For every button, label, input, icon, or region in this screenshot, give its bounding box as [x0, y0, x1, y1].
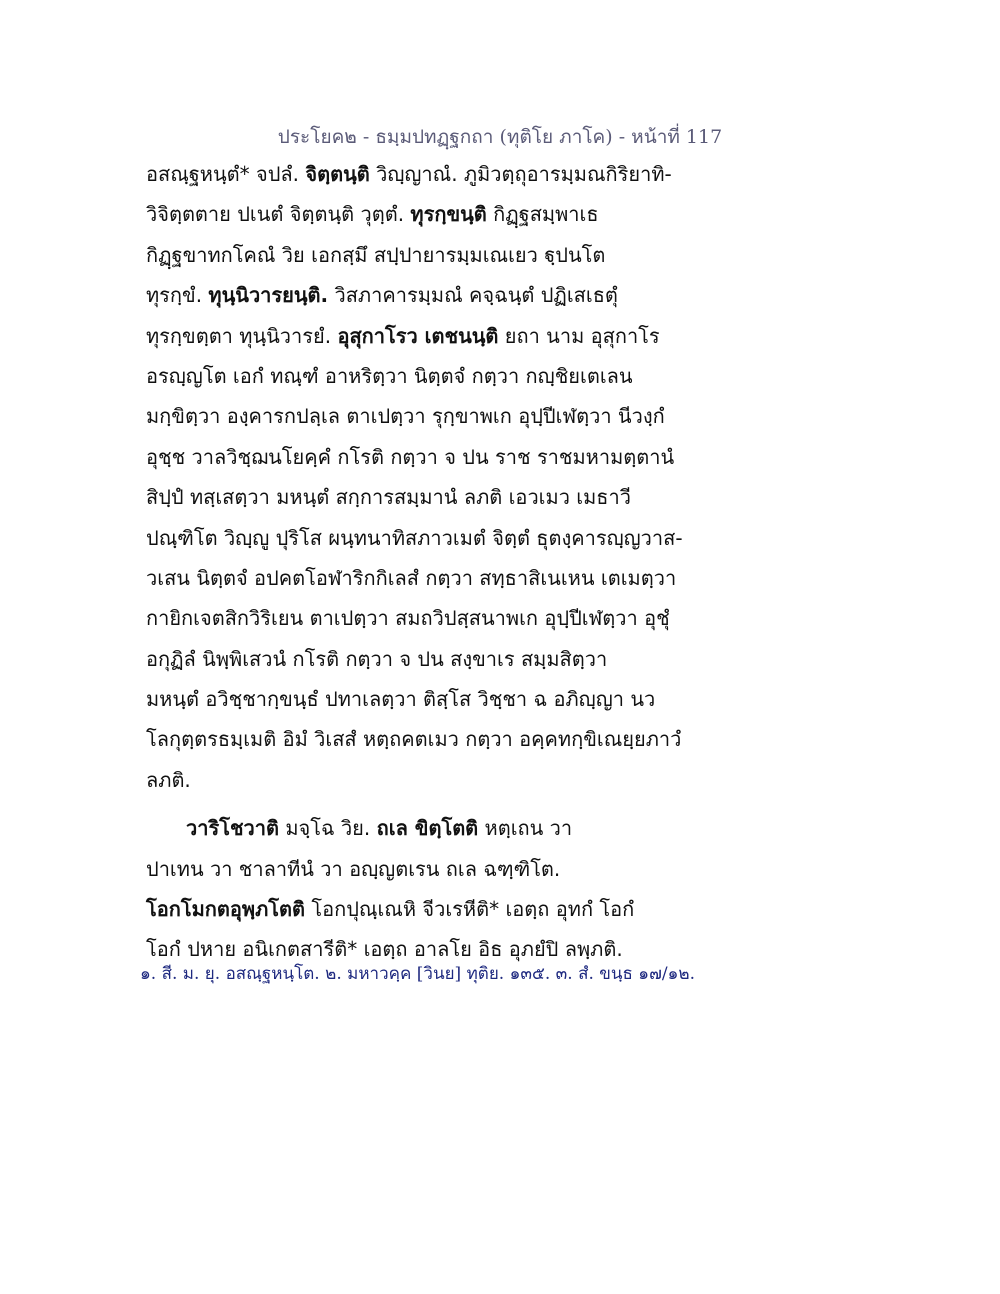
text-line	[146, 558, 706, 598]
text-line	[146, 518, 706, 558]
bold-term: ทุนฺนิวารยนฺติ.	[208, 283, 329, 308]
text-segment: อกุฏิลํ นิพฺพิเสวนํ กโรติ กตฺวา จ ปน สงฺขาเร สมฺมสิตฺวา	[146, 646, 608, 671]
text-line	[146, 639, 706, 679]
bold-term: ถเล ขิตฺโตติ	[376, 816, 479, 841]
text-segment: * จปลํ.	[239, 162, 306, 186]
text-segment: อุชฺช วาลวิชฺฌนโยคฺคํ กโรติ กตฺวา จ ปน ราช ราชมหามตฺตานํ	[146, 444, 675, 469]
text-segment: *	[489, 897, 506, 922]
text-segment: สิปฺปํ ทสฺเสตฺวา มหนฺตํ สกฺการสมฺมานํ ลภติ เอวเมว เมธาวี	[146, 485, 631, 510]
text-line	[146, 598, 706, 638]
text-segment: *	[347, 937, 364, 962]
text-segment: มจฺโฉ วิย.	[278, 816, 377, 841]
text-segment: อสณฺฐหนฺตํ	[146, 162, 240, 186]
text-segment: วิสภาคารมฺมณํ คจฺฉนฺตํ ปฏิเสเธตุํ	[328, 283, 618, 308]
text-segment: ลภติ.	[146, 767, 191, 792]
bold-term: จิตฺตนฺติ	[305, 162, 370, 186]
text-segment: ปาเทน วา ชาลาทีนํ วา อญฺญตเรน ถเล ฉฑฺฑิโต.	[146, 856, 561, 881]
text-segment: ทุรกฺขํ.	[146, 283, 209, 308]
text-segment: วิจิตฺตตาย ปเนตํ จิตฺตนฺติ วุตฺตํ.	[146, 202, 411, 227]
text-line	[146, 437, 706, 477]
text-line	[146, 477, 706, 517]
text-segment: มหนฺตํ อวิชฺชากฺขนฺธํ ปทาเลตฺวา ติสฺโส วิชฺชา ฉ อภิญฺญา นว	[146, 687, 656, 712]
text-segment: ยถา นาม อุสุกาโร	[498, 323, 660, 348]
text-line	[146, 316, 706, 356]
text-segment: โลกุตฺตรธมฺเมติ อิมํ วิเสสํ หตฺถคตเมว กตฺวา อคฺคทกฺขิเณยฺยภาวํ	[146, 727, 682, 752]
text-line	[146, 679, 706, 719]
text-segment: กายิกเจตสิกวิริเยน ตาเปตฺวา สมถวิปสฺสนาพเก อุปฺปีเฬตฺวา อุชุํ	[146, 606, 670, 631]
text-segment: โอกปุณฺเณหิ จีวเรหีติ	[304, 897, 490, 922]
bold-term: อุสุกาโรว เตชนนฺติ	[337, 323, 499, 348]
text-segment: กิฏฺฐสมฺพาเธ	[486, 202, 599, 227]
text-line	[146, 849, 706, 889]
paragraph-gap	[146, 800, 706, 808]
text-segment: หตฺเถน วา	[478, 816, 573, 841]
text-segment: วเสน นิตฺตจํ อปคตโอฬาริกกิเลสํ กตฺวา สทฺธาสิเนเหน เตเมตฺวา	[146, 565, 677, 590]
text-segment: ทุรกฺขตฺตา ทุนฺนิวารยํ.	[146, 323, 338, 348]
text-line	[146, 719, 706, 759]
text-line	[146, 235, 706, 275]
text-segment: เอตฺถ อาลโย อิธ อุภยํปิ ลพฺภติ.	[363, 937, 623, 962]
text-segment: มกฺขิตฺวา องฺคารกปลฺเล ตาเปตฺวา รุกฺขาพเก อุปฺปีเฬตฺวา นีวงฺกํ	[146, 404, 665, 429]
body-text	[146, 154, 706, 970]
page-header: ประโยค๒ - ธมฺมปทฏฺฐกถา (ทุติโย ภาโค) - หน้าที่ 117	[277, 126, 723, 148]
text-segment: อรญฺญโต เอกํ ทณฺฑํ อาหริตฺวา นิตฺตจํ กตฺวา กญฺชิยเตเลน	[146, 363, 633, 388]
text-line	[146, 396, 706, 436]
text-line	[146, 808, 706, 848]
text-segment: เอตฺถ อุทกํ โอกํ	[505, 897, 635, 922]
footnote: ๑. สี. ม. ยุ. อสณฺฐหนฺโต. ๒. มหาวคฺค [วินย] ทุติย. ๑๓๕. ๓. สํ. ขนฺธ ๑๗/๑๒.	[140, 964, 696, 984]
text-line	[146, 760, 706, 800]
text-line	[146, 889, 706, 929]
bold-term: โอกโมกตอุพฺภโตติ	[146, 897, 305, 922]
text-line	[146, 154, 706, 194]
text-segment: วิญฺญาณํ. ภูมิวตฺถุอารมฺมณกิริยาทิ-	[369, 162, 672, 186]
text-segment: ปณฺฑิโต วิญฺญู ปุริโส ผนฺทนาทิสภาวเมตํ จิตฺตํ ธุตงฺคารญฺญวาส-	[146, 525, 683, 550]
text-line	[146, 194, 706, 234]
text-line	[146, 275, 706, 315]
text-segment: กิฏฺฐขาทกโคณํ วิย เอกสฺมึ สปฺปายารมฺมเณเยว ฐฺปนโต	[146, 242, 606, 267]
bold-term: ทุรกฺขนฺติ	[410, 202, 487, 227]
bold-term: วาริโชวาติ	[186, 816, 279, 841]
text-line	[146, 356, 706, 396]
text-segment: โอกํ ปหาย อนิเกตสารีติ	[146, 937, 348, 962]
